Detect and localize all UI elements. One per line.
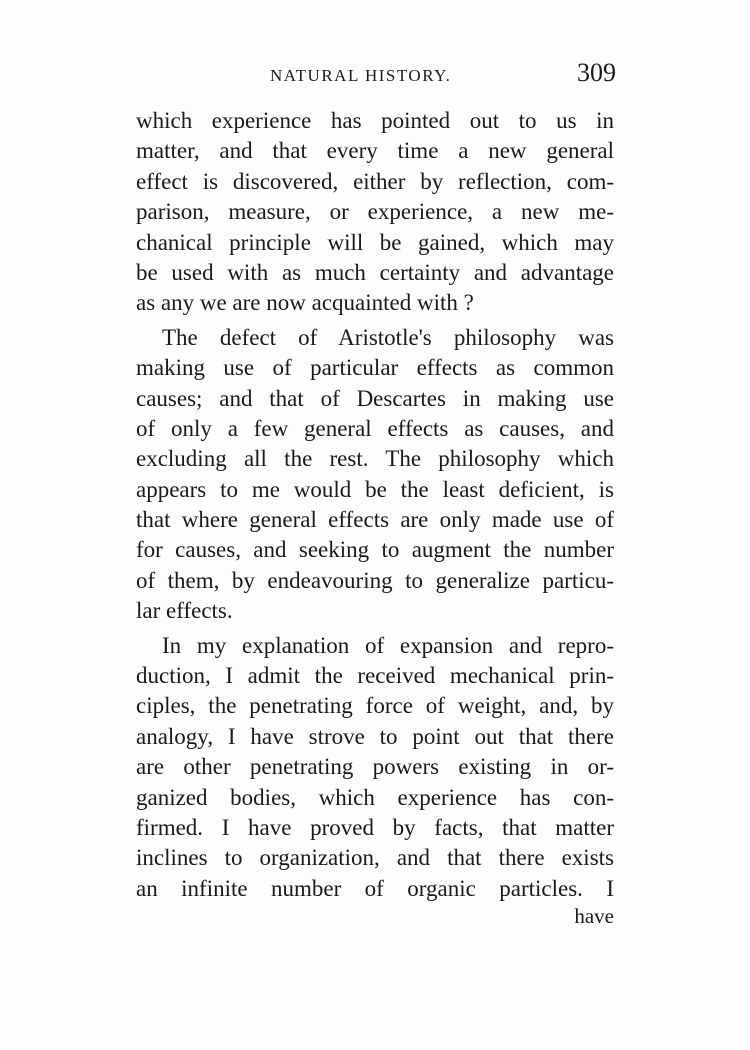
text-line: are other penetrating powers existing in or-: [136, 754, 614, 780]
text-line: inclines to organization, and that there exists: [136, 845, 614, 871]
text-line: firmed. I have proved by facts, that matter: [136, 814, 614, 840]
text-line: which experience has pointed out to us in: [136, 108, 614, 133]
text-line: analogy, I have strove to point out that there: [136, 723, 614, 749]
catchword: have: [574, 904, 614, 928]
text-line: excluding all the rest. The philosophy which: [136, 446, 614, 472]
text-line: that where general effects are only made use of: [136, 507, 614, 533]
text-line: chanical principle will be gained, which may: [136, 229, 614, 255]
text-line: ganized bodies, which experience has con-: [136, 784, 614, 810]
text-line: of them, by endeavouring to generalize particu-: [136, 567, 614, 593]
text-line: causes; and that of Descartes in making use: [136, 385, 614, 411]
paragraph: [136, 106, 614, 319]
text-line: ciples, the penetrating force of weight, and, by: [136, 693, 614, 719]
text-line: parison, measure, or experience, a new me-: [136, 199, 614, 225]
paragraph: [136, 323, 614, 627]
running-head-title: NATURAL HISTORY.: [270, 66, 452, 85]
text-line: duction, I admit the received mechanical prin-: [136, 663, 614, 689]
running-head: [136, 58, 616, 98]
text-line: effect is discovered, either by reflection, com-: [136, 168, 614, 194]
page-number: 309: [577, 58, 616, 87]
body-text: [136, 106, 614, 904]
text-line: In my explanation of expansion and repro-: [162, 632, 614, 658]
paragraph: [136, 631, 614, 905]
text-line: The defect of Aristotle's philosophy was: [162, 324, 614, 350]
text-line: as any we are now acquainted with ?: [136, 290, 474, 316]
text-line: matter, and that every time a new general: [136, 138, 614, 164]
text-line: for causes, and seeking to augment the number: [136, 537, 614, 563]
text-line: appears to me would be the least deficient, is: [136, 476, 614, 502]
text-line: of only a few general effects as causes, and: [136, 415, 614, 441]
text-line: making use of particular effects as common: [136, 355, 614, 381]
text-line: an infinite number of organic particles. I: [136, 875, 614, 901]
text-line: lar effects.: [136, 598, 233, 624]
text-line: be used with as much certainty and advantage: [136, 259, 614, 285]
